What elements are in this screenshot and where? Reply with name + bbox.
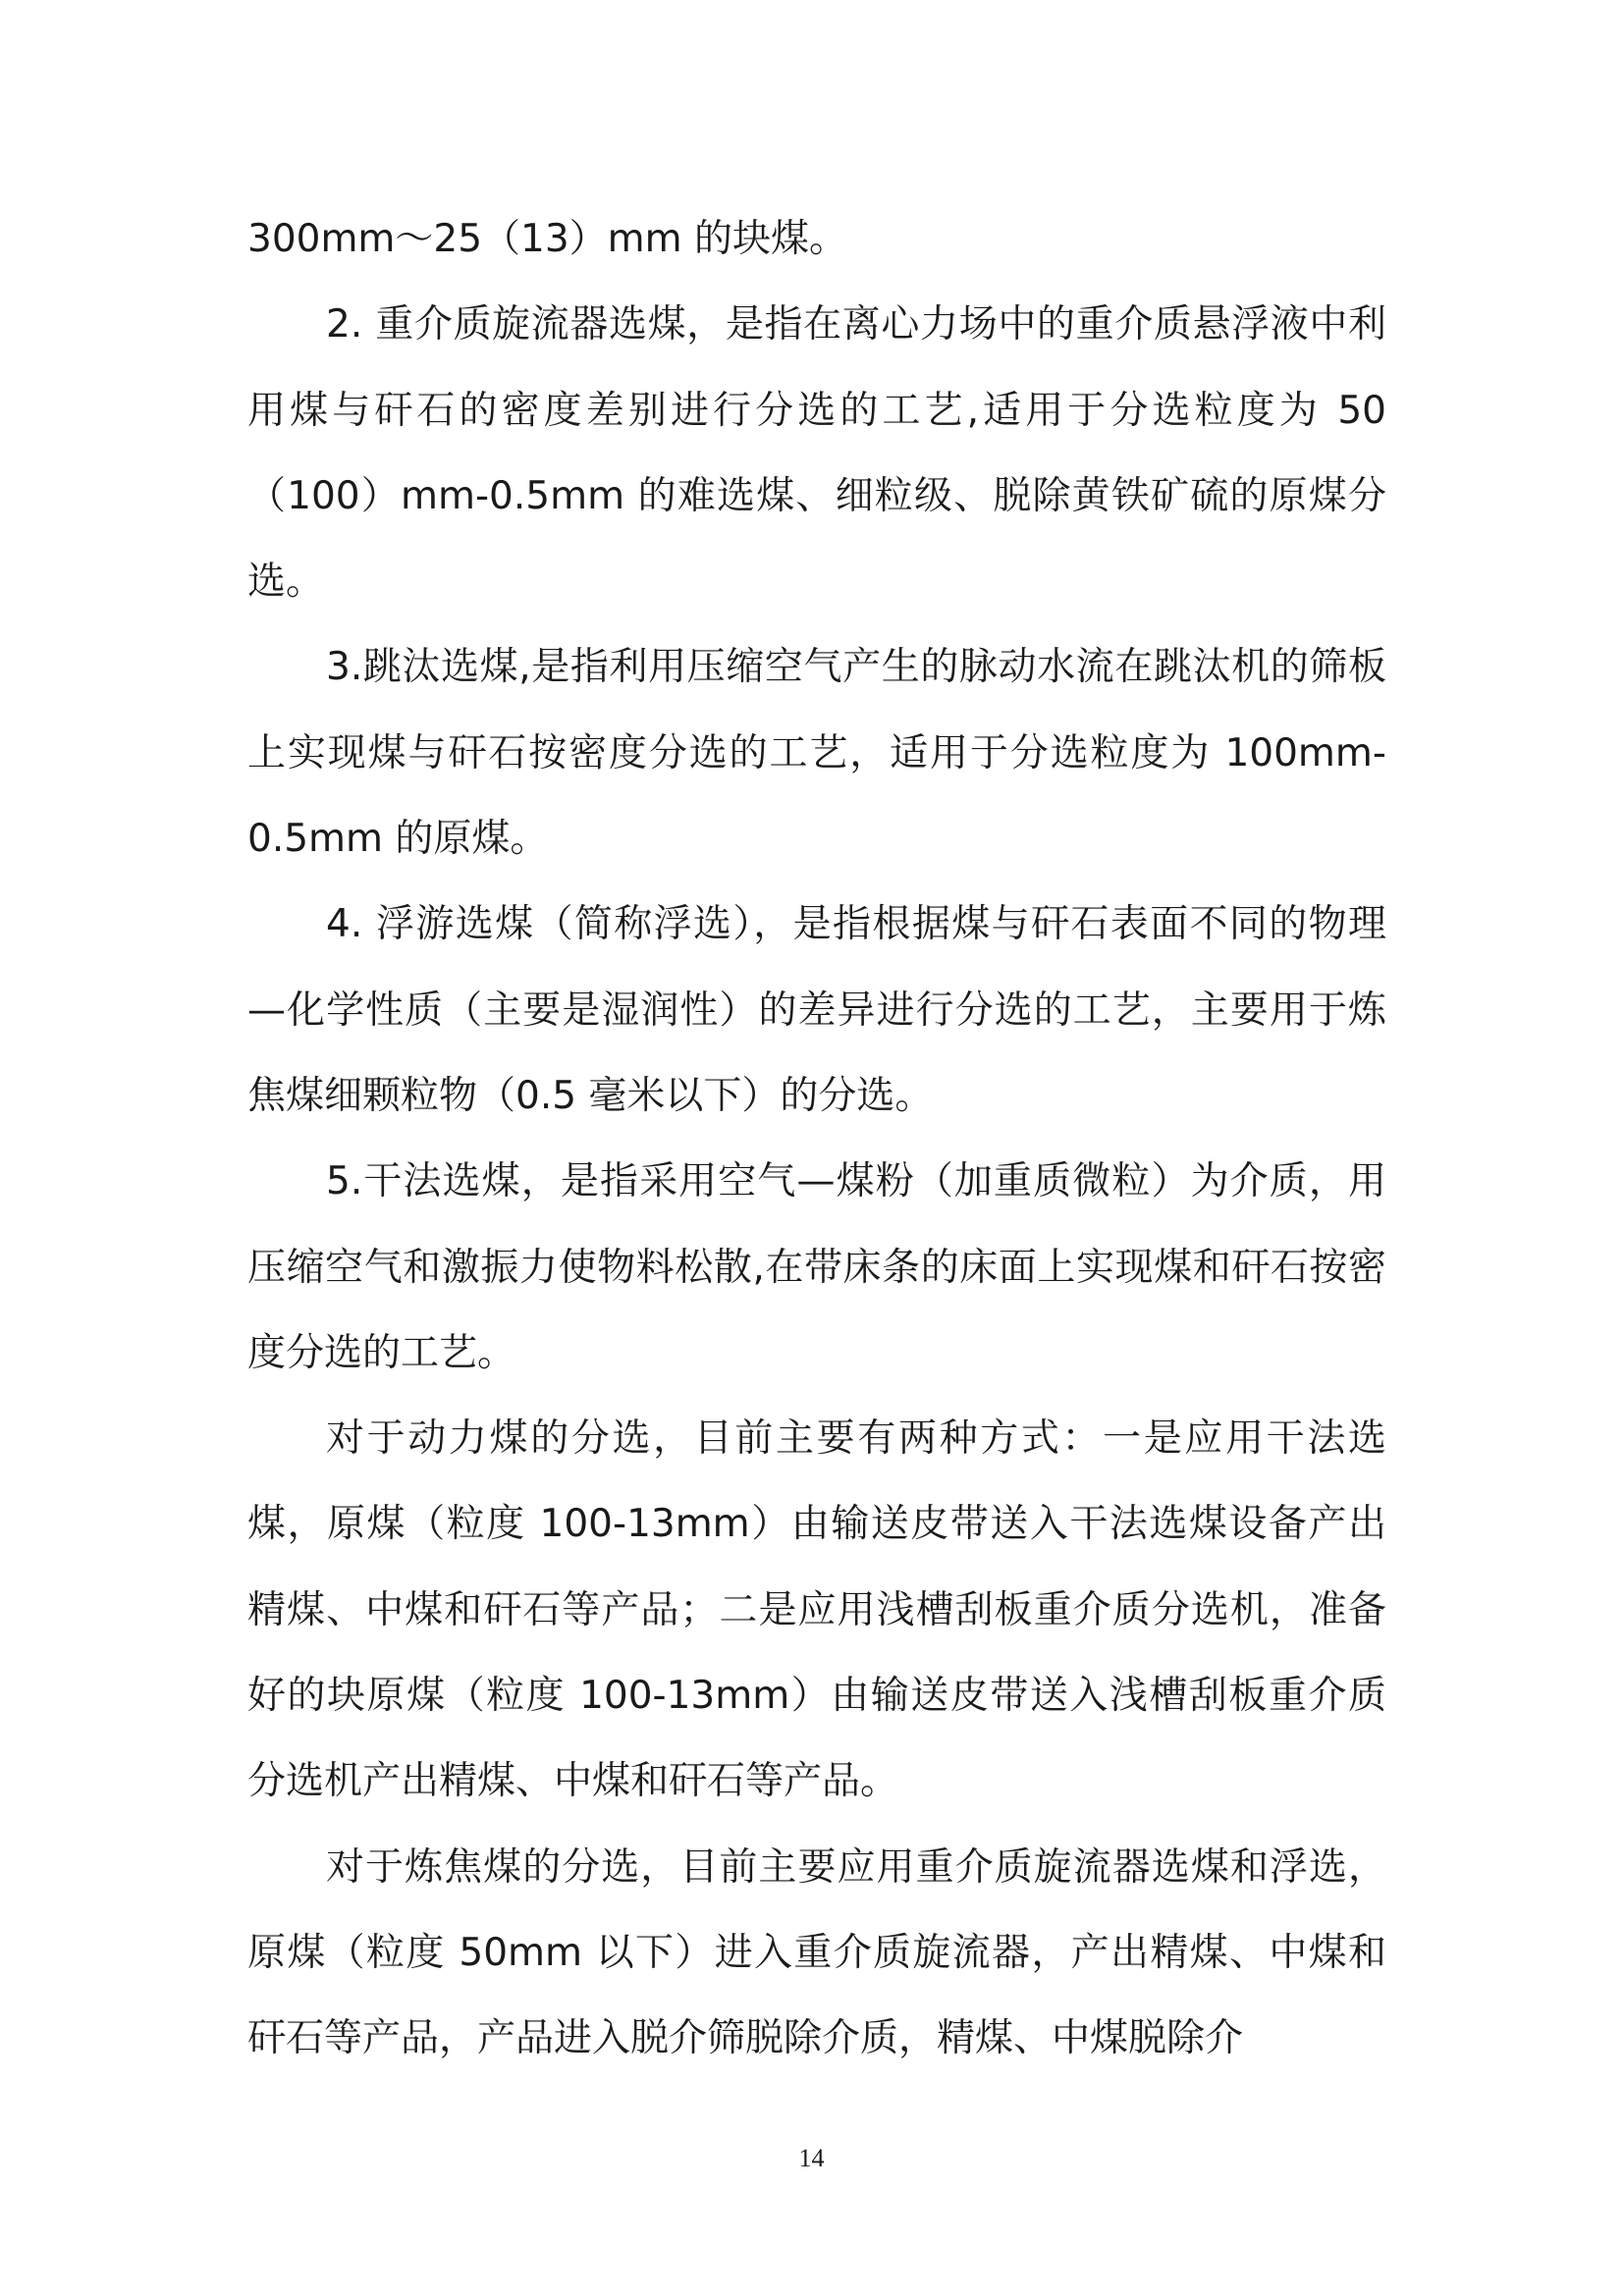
paragraph-dry-separation: 5.干法选煤，是指采用空气—煤粉（加重质微粒）为介质，用压缩空气和激振力使物料松散,在带床条的床面上实现煤和矸石按密度分选的工艺。 — [247, 1159, 1386, 1375]
paragraph-jigging: 3.跳汰选煤,是指利用压缩空气产生的脉动水流在跳汰机的筛板上实现煤与矸石按密度分选的工艺，适用于分选粒度为 100mm-0.5mm 的原煤。 — [247, 645, 1386, 862]
paragraph-continuation: 300mm～25（13）mm 的块煤。 — [247, 217, 848, 261]
paragraph-thermal-coal: 对于动力煤的分选，目前主要有两种方式：一是应用干法选煤，原煤（粒度 100-13mm）由输送皮带送入干法选煤设备产出精煤、中煤和矸石等产品；二是应用浅槽刮板重介质分选机，准备好的块原煤（粒度 100-13mm）由输送皮带送入浅槽刮板重介质分选机产出精煤、中煤和矸石等产品。 — [247, 1416, 1386, 1804]
document-body — [247, 196, 1386, 2082]
paragraph-dense-medium-cyclone: 2. 重介质旋流器选煤，是指在离心力场中的重介质悬浮液中利用煤与矸石的密度差别进行分选的工艺,适用于分选粒度为 50（100）mm-0.5mm 的难选煤、细粒级、脱除黄铁矿硫的原煤分选。 — [247, 302, 1386, 605]
page-number: 14 — [798, 2144, 825, 2172]
paragraph-coking-coal: 对于炼焦煤的分选，目前主要应用重介质旋流器选煤和浮选，原煤（粒度 50mm 以下）进入重介质旋流器，产出精煤、中煤和矸石等产品，产品进入脱介筛脱除介质，精煤、中煤脱除介 — [247, 1844, 1386, 2061]
paragraph-flotation: 4. 浮游选煤（简称浮选），是指根据煤与矸石表面不同的物理—化学性质（主要是湿润性）的差异进行分选的工艺，主要用于炼焦煤细颗粒物（0.5 毫米以下）的分选。 — [247, 902, 1386, 1118]
